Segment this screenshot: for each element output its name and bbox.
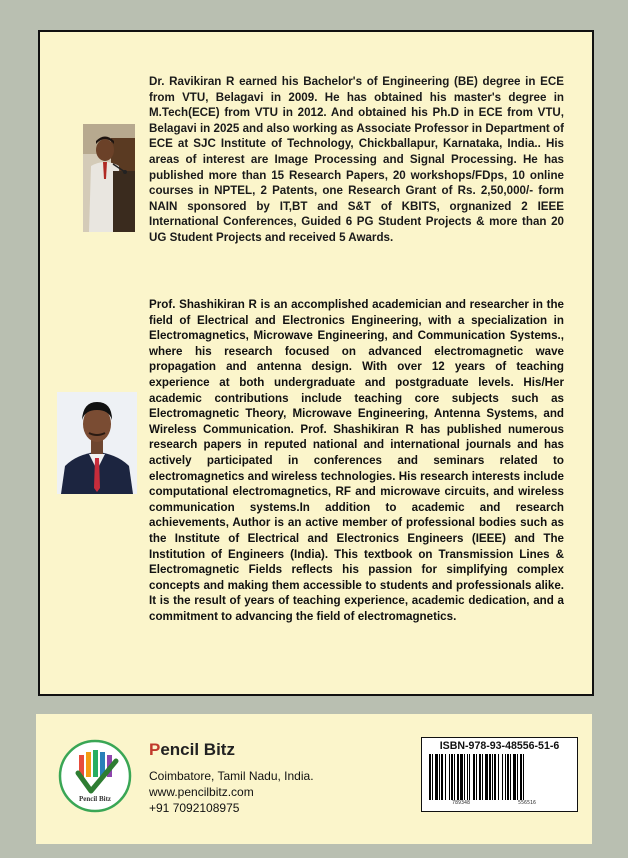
barcode-bar [498, 754, 499, 800]
barcode-bar [485, 754, 488, 800]
publisher-name-rest: encil Bitz [160, 740, 235, 759]
barcode-bar [505, 754, 506, 800]
publisher-address: Coimbatore, Tamil Nadu, India. [149, 769, 314, 783]
author2-photo [57, 392, 137, 494]
author2-bio: Prof. Shashikiran R is an accomplished academician and researcher in the field of Electrical and Electronics Engineering, with a specialization in Electromagnetics, Microwave Engineering, and Communication Systems., where his research focused on advanced electromagnetic wave propagation and antenna design. With over 12 years of teaching experience at both undergraduate and postgraduate levels. His/Her academic contributions include teaching core subjects such as Electromagnetic Theory, Microwave Engineering, Antenna Systems, and Wireless Communication. Prof. Shashikiran R has published numerous research papers in reputed national and international journals and has actively participated in conferences and seminars related to electromagnetics and wireless technologies. His research interests include computational electromagnetics, RF and microwave circuits, and wireless communication systems.In addition to academic and research achievements, Author is an active member of professional bodies such as the Institute of Electrical and Electronics Engineers (IEEE) and The Institution of Engineers (India). This textbook on Transmission Lines & Electromagnetic Fields reflects his passion for simplifying complex concepts and making them accessible to students and professionals alike. It is the result of years of teaching experience, academic dedication, and a commitment to advancing the field of electromagnetics. [149, 298, 564, 623]
barcode-bar [432, 754, 433, 800]
publisher-name [149, 740, 235, 760]
barcode-bar [460, 754, 463, 800]
barcode-bar [473, 754, 475, 800]
back-cover-panel [38, 30, 594, 696]
barcode-bar [494, 754, 496, 800]
isbn-number: ISBN-978-93-48556-51-6 [439, 740, 560, 752]
barcode-bar [476, 754, 477, 800]
barcode-digits-right: 556516 [518, 800, 537, 806]
barcode-bar [513, 754, 516, 800]
publisher-name-initial: P [149, 740, 161, 759]
author1-bio: Dr. Ravikiran R earned his Bachelor's of Engineering (BE) degree in ECE from VTU, Belagavi in 2009. He has obtained his master's degree in M.Tech(ECE) from VTU in 2012. And obtained his Ph.D in ECE from VTU, Belagavi in 2025 and also working as Associate Professor in Department of ECE at SJC Institute of Technology, Chickballapur, Karnataka, India.. His areas of interest are Image Processing and Signal Processing. He has published more than 15 Research Papers, 20 workshops/FDps, 10 online courses in NPTEL, 2 Patents, one Research Grant of Rs. 2,50,000/- form NAIN sponsored by IT,BT and S&T of KBITS, orgnanized 2 IEEE International Conferences, Guided 6 PG Student Projects & more than 20 UG Student Projects and received 5 Awards. [149, 75, 564, 244]
isbn-barcode [421, 737, 578, 812]
barcode-bar [502, 754, 503, 800]
barcode-digits-left: 789348 [452, 800, 471, 806]
barcode-bar [451, 754, 453, 800]
barcode-bar [467, 754, 468, 800]
publisher-phone: +91 7092108975 [149, 801, 240, 815]
barcode-bar [517, 754, 518, 800]
publisher-website: www.pencilbitz.com [149, 785, 254, 799]
barcode-bar [445, 754, 446, 800]
barcode-bar [441, 754, 443, 800]
barcode-bar [482, 754, 483, 800]
barcode-bar [489, 754, 491, 800]
barcode-bar [457, 754, 459, 800]
barcode-bar [464, 754, 465, 800]
barcode-bars [427, 754, 572, 802]
logo-text: Pencil Bitz [78, 795, 112, 803]
barcode-bar [429, 754, 431, 800]
barcode-bar [479, 754, 481, 800]
barcode-bar [454, 754, 455, 800]
barcode-bar [469, 754, 470, 800]
barcode-bar [435, 754, 438, 800]
barcode-bar [492, 754, 493, 800]
barcode-bar [507, 754, 509, 800]
publisher-footer [36, 714, 592, 844]
barcode-bar [520, 754, 522, 800]
pencil-bitz-logo [58, 739, 132, 813]
barcode-bar [523, 754, 524, 800]
barcode-bar [510, 754, 511, 800]
barcode-bar [449, 754, 450, 800]
author1-photo [83, 124, 135, 232]
barcode-bar [439, 754, 440, 800]
